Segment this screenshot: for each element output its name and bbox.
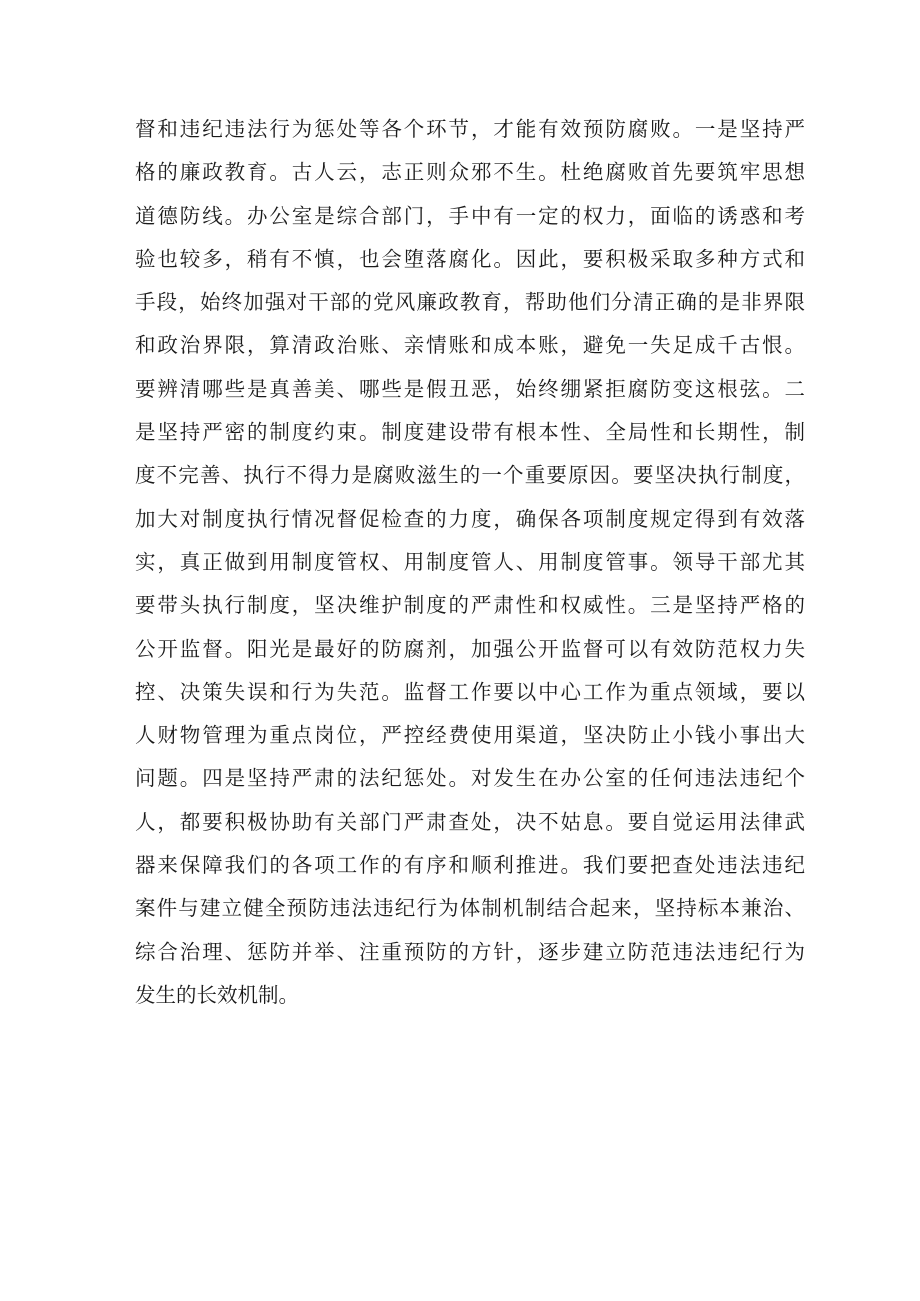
paragraph-line: 问题。四是坚持严肃的法纪惩处。对发生在办公室的任何违法违纪个: [135, 766, 805, 791]
paragraph-line: 案件与建立健全预防违法违纪行为体制机制结合起来，坚持标本兼治、: [135, 896, 805, 921]
paragraph-line: 综合治理、惩防并举、注重预防的方针，逐步建立防范违法违纪行为: [135, 939, 805, 964]
paragraph-line: 发生的长效机制。: [135, 982, 299, 1007]
paragraph-line: 人，都要积极协助有关部门严肃查处，决不姑息。要自觉运用法律武: [135, 809, 805, 834]
paragraph-line: 要带头执行制度，坚决维护制度的严肃性和权威性。三是坚持严格的: [135, 593, 805, 618]
paragraph-line: 手段，始终加强对干部的党风廉政教育，帮助他们分清正确的是非界限: [135, 290, 805, 315]
paragraph-line: 实，真正做到用制度管权、用制度管人、用制度管事。领导干部尤其: [135, 549, 805, 574]
paragraph-line: 人财物管理为重点岗位，严控经费使用渠道，坚决防止小钱小事出大: [135, 723, 805, 748]
paragraph-line: 督和违纪违法行为惩处等各个环节，才能有效预防腐败。一是坚持严: [135, 117, 805, 141]
paragraph-line: 控、决策失误和行为失范。监督工作要以中心工作为重点领域，要以: [135, 679, 805, 704]
paragraph-line: 器来保障我们的各项工作的有序和顺利推进。我们要把查处违法违纪: [135, 853, 805, 878]
paragraph-line: 是坚持严密的制度约束。制度建设带有根本性、全局性和长期性，制: [135, 420, 805, 445]
paragraph-line: 公开监督。阳光是最好的防腐剂，加强公开监督可以有效防范权力失: [135, 636, 805, 661]
paragraph-line: 加大对制度执行情况督促检查的力度，确保各项制度规定得到有效落: [135, 506, 805, 531]
body-paragraph: [135, 108, 805, 1017]
paragraph-line: 要辨清哪些是真善美、哪些是假丑恶，始终绷紧拒腐防变这根弦。二: [135, 376, 805, 401]
paragraph-line: 度不完善、执行不得力是腐败滋生的一个重要原因。要坚决执行制度，: [135, 463, 805, 488]
paragraph-line: 格的廉政教育。古人云，志正则众邪不生。杜绝腐败首先要筑牢思想: [135, 160, 805, 185]
paragraph-line: 道德防线。办公室是综合部门，手中有一定的权力，面临的诱惑和考: [135, 203, 805, 228]
paragraph-line: 验也较多，稍有不慎，也会堕落腐化。因此，要积极采取多种方式和: [135, 246, 805, 271]
paragraph-line: 和政治界限，算清政治账、亲情账和成本账，避免一失足成千古恨。: [135, 333, 805, 358]
